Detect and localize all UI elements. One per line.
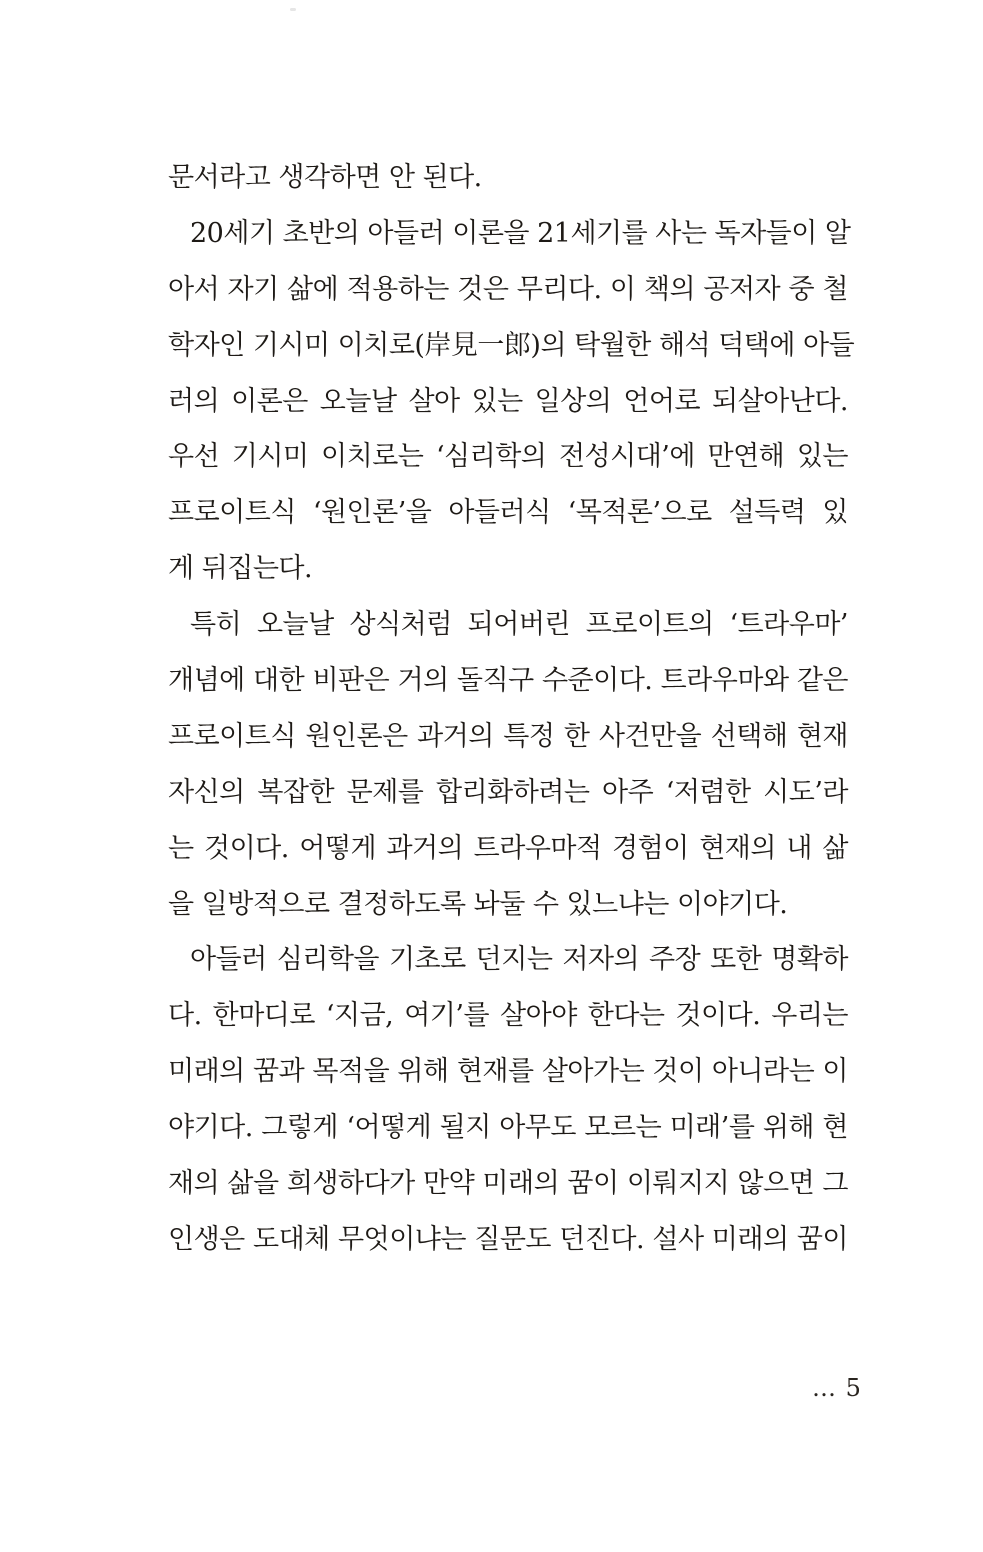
text-line: 인생은 도대체 무엇이냐는 질문도 던진다. 설사 미래의 꿈이 <box>168 1223 848 1255</box>
text-line: 러의 이론은 오늘날 살아 있는 일상의 언어로 되살아난다. <box>168 385 848 417</box>
text-line: 프로이트식 ‘원인론’을 아들러식 ‘목적론’으로 설득력 있 <box>168 497 848 529</box>
text-line: 아들러 심리학을 기초로 던지는 저자의 주장 또한 명확하 <box>190 944 848 976</box>
text-line: 을 일방적으로 결정하도록 놔둘 수 있느냐는 이야기다. <box>168 888 788 920</box>
scan-mark <box>290 8 296 11</box>
text-line: 문서라고 생각하면 안 된다. <box>168 162 482 193</box>
text-line: 다. 한마디로 ‘지금, 여기’를 살아야 한다는 것이다. 우리는 <box>168 1000 848 1032</box>
page-number: … 5 <box>812 1374 862 1402</box>
text-line: 프로이트식 원인론은 과거의 특정 한 사건만을 선택해 현재 <box>168 720 848 752</box>
text-line: 재의 삶을 희생하다가 만약 미래의 꿈이 이뤄지지 않으면 그 <box>168 1168 848 1200</box>
text-line: 자신의 복잡한 문제를 합리화하려는 아주 ‘저렴한 시도’라 <box>168 776 848 808</box>
text-line: 미래의 꿈과 목적을 위해 현재를 살아가는 것이 아니라는 이 <box>168 1056 848 1088</box>
text-line: 아서 자기 삶에 적용하는 것은 무리다. 이 책의 공저자 중 철 <box>168 273 848 305</box>
text-line: 학자인 기시미 이치로(岸見一郎)의 탁월한 해석 덕택에 아들 <box>168 329 855 361</box>
text-line: 개념에 대한 비판은 거의 돌직구 수준이다. 트라우마와 같은 <box>168 665 848 697</box>
text-line: 야기다. 그렇게 ‘어떻게 될지 아무도 모르는 미래’를 위해 현 <box>168 1112 848 1144</box>
text-line: 는 것이다. 어떻게 과거의 트라우마적 경험이 현재의 내 삶 <box>168 832 848 864</box>
text-line: 20세기 초반의 아들러 이론을 21세기를 사는 독자들이 알 <box>190 217 851 249</box>
text-line: 게 뒤집는다. <box>168 553 313 585</box>
body-text <box>168 150 855 1268</box>
text-line: 특히 오늘날 상식처럼 되어버린 프로이트의 ‘트라우마’ <box>190 609 848 641</box>
text-line: 우선 기시미 이치로는 ‘심리학의 전성시대’에 만연해 있는 <box>168 441 848 473</box>
